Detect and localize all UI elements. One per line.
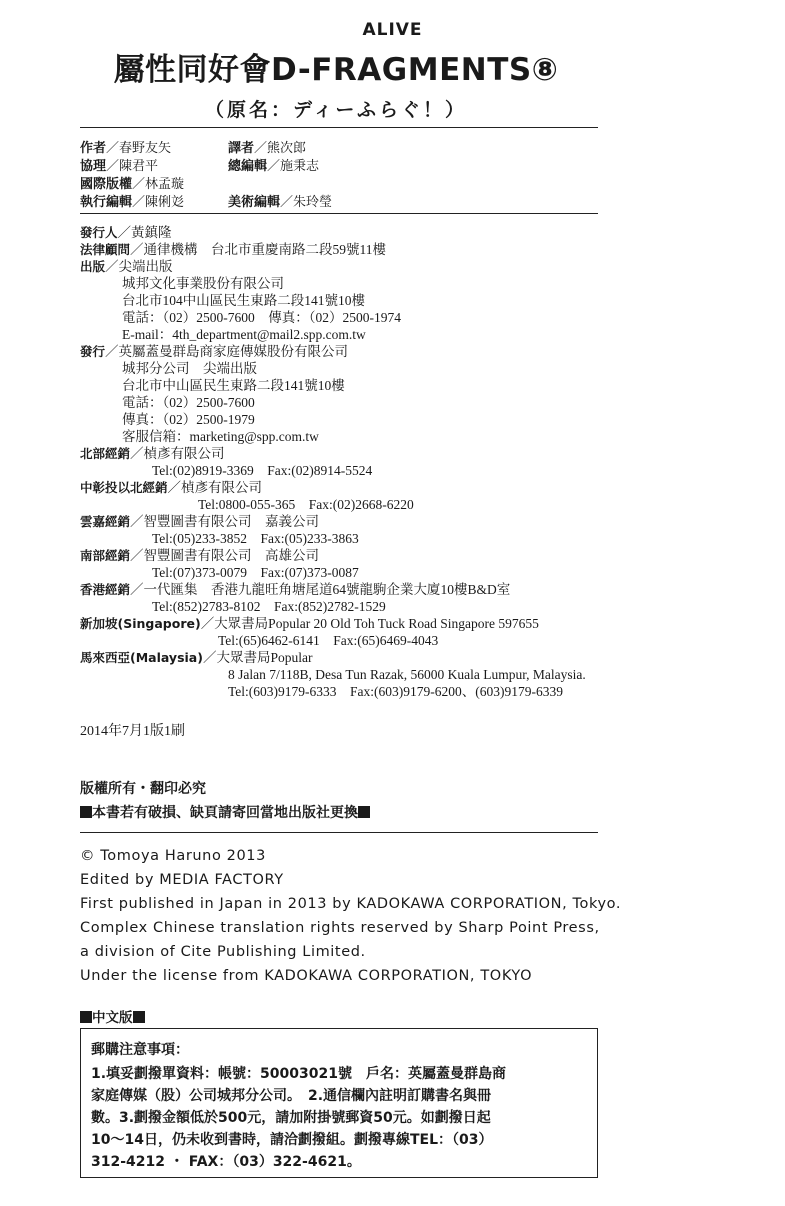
credit-role: 作者 <box>80 141 107 156</box>
series-name: ALIVE <box>362 20 423 40</box>
distribution-phone: 電話：（02）2500-7600 <box>122 395 255 410</box>
credit-name: 施秉志 <box>280 159 320 174</box>
credit-chief-editor: 總編輯／施秉志 <box>228 159 320 174</box>
pub-value: 一代匯集 香港九龍旺角塘尾道64號龍駒企業大廈10樓B&D室 <box>143 582 511 597</box>
distributor-central-contact: Tel:0800-055-365 Fax:(02)2668-6220 <box>198 497 414 512</box>
original-title: （原名：ディーふらぐ！） <box>204 99 468 121</box>
distributor-singapore-contact: Tel:(65)6462-6141 Fax:(65)6469-4043 <box>218 633 439 648</box>
pub-value: 尖端出版 <box>118 259 173 274</box>
distributor-singapore: 新加坡(Singapore)／大眾書局Popular 20 Old Toh Tuck Road Singapore 597655 <box>80 616 539 631</box>
credit-name: 熊次郎 <box>267 141 307 156</box>
imprint-address: 台北市104中山區民生東路二段141號10樓 <box>122 293 365 308</box>
distributor-south-contact: Tel:(07)373-0079 Fax:(07)373-0087 <box>152 565 359 580</box>
pub-value: 智豐圖書有限公司 高雄公司 <box>143 548 320 563</box>
pub-label: 出版 <box>80 259 106 274</box>
english-license: Under the license from KADOKAWA CORPORATION, TOKYO <box>80 968 533 984</box>
copyright-notice: 版權所有・翻印必究 <box>80 781 206 797</box>
divider-credits <box>80 213 598 214</box>
divider-top <box>80 127 598 128</box>
pub-value: 大眾書局Popular <box>216 650 313 665</box>
distribution-branch: 城邦分公司 尖端出版 <box>122 361 257 376</box>
credit-name: 朱玲瑩 <box>293 195 333 210</box>
pub-label: 發行 <box>80 344 106 359</box>
notice-heading: 郵購注意事項： <box>91 1042 189 1058</box>
english-copyright: © Tomoya Haruno 2013 <box>80 848 266 864</box>
credit-role: 總編輯 <box>228 159 268 174</box>
square-bullet-icon <box>80 806 92 818</box>
credit-role: 美術編輯 <box>228 195 281 210</box>
imprint-phone: 電話：（02）2500-7600 傳真：（02）2500-1974 <box>122 310 401 325</box>
distributor-chiayi-contact: Tel:(05)233-3852 Fax:(05)233-3863 <box>152 531 359 546</box>
pub-value: 通律機構 台北市重慶南路二段59號11樓 <box>143 242 387 257</box>
credit-exec-editor: 執行編輯／陳俐彣 <box>80 195 185 210</box>
english-edited-by: Edited by MEDIA FACTORY <box>80 872 284 888</box>
english-translation-rights: Complex Chinese translation rights reserved by Sharp Point Press, <box>80 920 600 936</box>
pub-value: 楨彥有限公司 <box>143 446 225 461</box>
credit-role: 國際版權 <box>80 177 133 192</box>
distributor-malaysia-contact: Tel:(603)9179-6333 Fax:(603)9179-6200、(603)9179-6339 <box>228 684 564 699</box>
divider-rights <box>80 832 598 833</box>
replacement-notice <box>80 802 370 822</box>
book-title: 屬性同好會D-FRAGMENTS⑧ <box>113 52 559 88</box>
notice-line: 10～14日，仍未收到書時，請洽劃撥組。劃撥專線TEL：（03） <box>91 1132 493 1148</box>
pub-value: 楨彥有限公司 <box>181 480 263 495</box>
chinese-edition-label <box>80 1006 145 1026</box>
square-bullet-icon <box>133 1011 145 1023</box>
credit-author: 作者／春野友矢 <box>80 141 172 156</box>
distributor-hongkong: 香港經銷／一代匯集 香港九龍旺角塘尾道64號龍駒企業大廈10樓B&D室 <box>80 582 511 597</box>
notice-line: 312-4212 ・ FAX：（03）322-4621。 <box>91 1154 361 1170</box>
distributor-south: 南部經銷／智豐圖書有限公司 高雄公司 <box>80 548 320 563</box>
distributor-malaysia-address: 8 Jalan 7/118B, Desa Tun Razak, 56000 Kuala Lumpur, Malaysia. <box>228 667 586 682</box>
publisher-line: 發行人／黃鎮隆 <box>80 225 172 240</box>
distribution-fax: 傳真：（02）2500-1979 <box>122 412 255 427</box>
pub-value: 英屬蓋曼群島商家庭傳媒股份有限公司 <box>118 344 349 359</box>
english-first-published: First published in Japan in 2013 by KADOKAWA CORPORATION, Tokyo. <box>80 896 622 912</box>
square-bullet-icon <box>358 806 370 818</box>
imprint-line: 出版／尖端出版 <box>80 259 173 274</box>
distributor-malaysia: 馬來西亞(Malaysia)／大眾書局Popular <box>80 650 313 665</box>
imprint-company: 城邦文化事業股份有限公司 <box>122 276 284 291</box>
credit-name: 陳俐彣 <box>145 195 185 210</box>
credit-name: 林孟璇 <box>145 177 185 192</box>
legal-line: 法律顧問／通律機構 台北市重慶南路二段59號11樓 <box>80 242 387 257</box>
square-bullet-icon <box>80 1011 92 1023</box>
distributor-central: 中彰投以北經銷／楨彥有限公司 <box>80 480 263 495</box>
pub-label: 發行人 <box>80 225 118 240</box>
pub-value: 大眾書局Popular 20 Old Toh Tuck Road Singapore 597655 <box>214 616 539 631</box>
pub-label: 雲嘉經銷 <box>80 514 131 529</box>
credit-role: 譯者 <box>228 141 255 156</box>
mail-order-notice <box>80 1028 598 1178</box>
pub-label: 香港經銷 <box>80 582 131 597</box>
distributor-north: 北部經銷／楨彥有限公司 <box>80 446 225 461</box>
credit-name: 陳君平 <box>119 159 159 174</box>
notice-line: 家庭傳媒（股）公司城邦分公司。 2.通信欄內註明訂購書名與冊 <box>91 1088 492 1104</box>
distributor-chiayi: 雲嘉經銷／智豐圖書有限公司 嘉義公司 <box>80 514 320 529</box>
replacement-text: 本書若有破損、缺頁請寄回當地出版社更換 <box>92 805 358 821</box>
edition-date: 2014年7月1版1刷 <box>80 724 185 739</box>
pub-label: 南部經銷 <box>80 548 131 563</box>
pub-label: 中彰投以北經銷 <box>80 480 168 495</box>
distribution-address: 台北市中山區民生東路二段141號10樓 <box>122 378 345 393</box>
credit-role: 協理 <box>80 159 107 174</box>
distributor-north-contact: Tel:(02)8919-3369 Fax:(02)8914-5524 <box>152 463 373 478</box>
chinese-edition-text: 中文版 <box>92 1010 133 1026</box>
notice-line: 1.填妥劃撥單資料：帳號：50003021號 戶名：英屬蓋曼群島商 <box>91 1066 506 1082</box>
distribution-service-email: 客服信箱：marketing@spp.com.tw <box>122 429 319 444</box>
credit-name: 春野友矢 <box>119 141 172 156</box>
distribution-line: 發行／英屬蓋曼群島商家庭傳媒股份有限公司 <box>80 344 349 359</box>
pub-label: 馬來西亞(Malaysia) <box>80 650 203 665</box>
pub-label: 新加坡(Singapore) <box>80 616 201 631</box>
distributor-hongkong-contact: Tel:(852)2783-8102 Fax:(852)2782-1529 <box>152 599 386 614</box>
pub-label: 北部經銷 <box>80 446 131 461</box>
pub-label: 法律顧問 <box>80 242 131 257</box>
credit-intl-rights: 國際版權／林孟璇 <box>80 177 185 192</box>
english-division: a division of Cite Publishing Limited. <box>80 944 366 960</box>
pub-value: 黃鎮隆 <box>131 225 172 240</box>
imprint-email: E-mail：4th_department@mail2.spp.com.tw <box>122 327 366 342</box>
credit-translator: 譯者／熊次郎 <box>228 141 307 156</box>
credit-manager: 協理／陳君平 <box>80 159 159 174</box>
credit-role: 執行編輯 <box>80 195 133 210</box>
notice-line: 數。3.劃撥金額低於500元，請加附掛號郵資50元。如劃撥日起 <box>91 1110 491 1126</box>
credit-art-editor: 美術編輯／朱玲瑩 <box>228 195 333 210</box>
pub-value: 智豐圖書有限公司 嘉義公司 <box>143 514 320 529</box>
